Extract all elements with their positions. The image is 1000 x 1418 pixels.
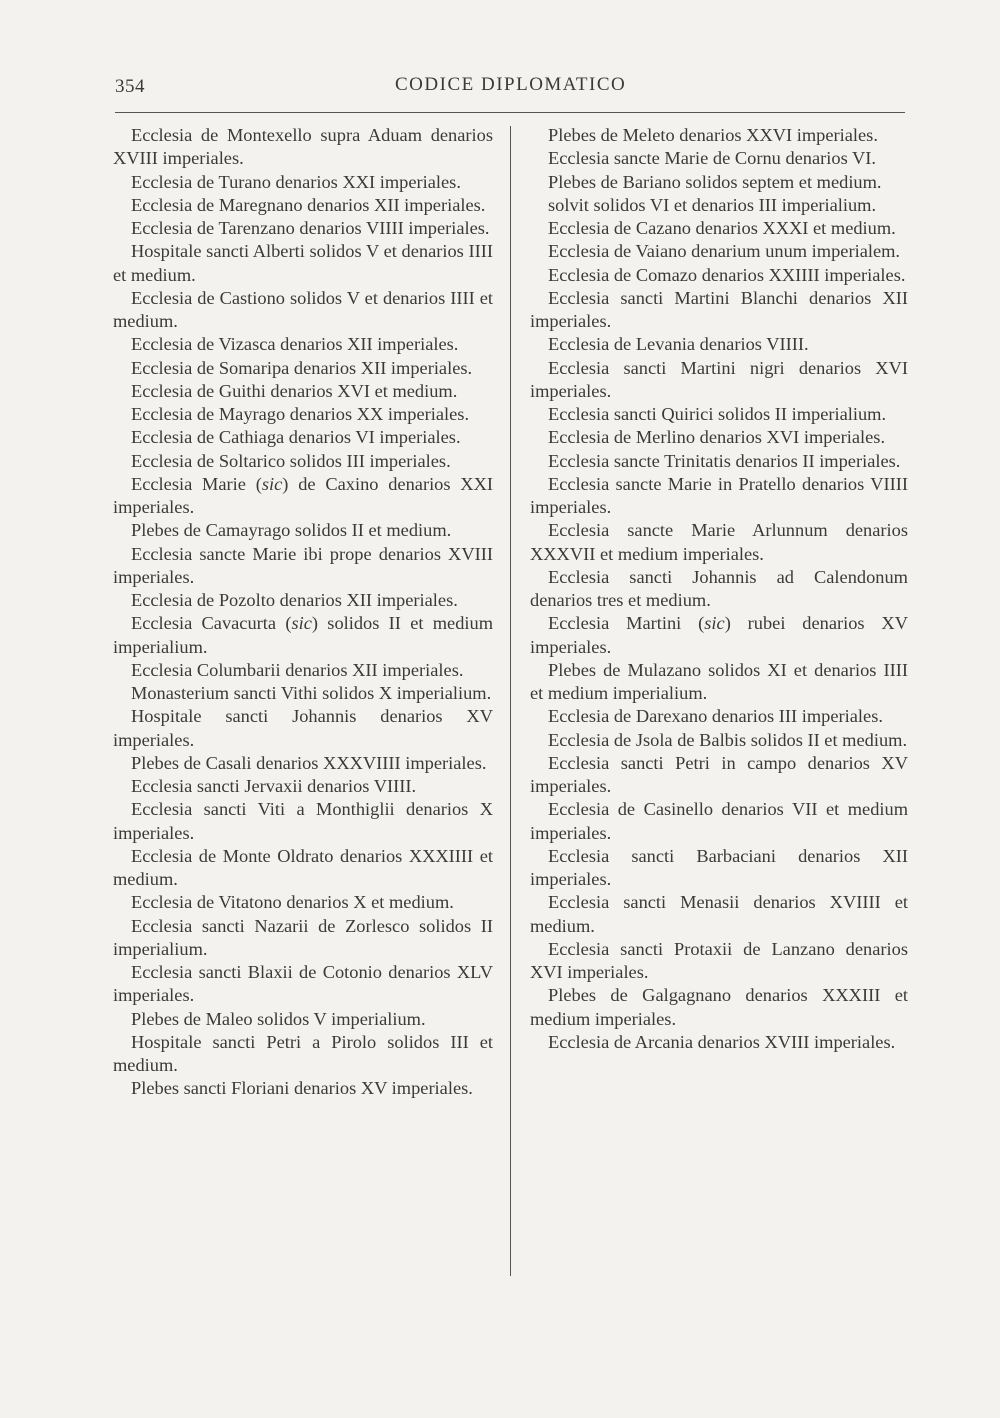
entry: Ecclesia sancti Menasii denarios XVIIII et medium. — [530, 892, 908, 936]
entry: Ecclesia sancti Viti a Monthiglii denarios X imperiales. — [113, 799, 493, 843]
entry: Plebes de Galgagnano denarios XXXIII et medium imperiales. — [530, 985, 908, 1029]
entry: Ecclesia de Monte Oldrato denarios XXXIIII et medium. — [113, 845, 493, 889]
entry: Ecclesia sancti Barbaciani denarios XII imperiales. — [530, 845, 908, 889]
entry: Ecclesia de Vaiano denarium unum imperialem. — [548, 241, 901, 262]
entry: Plebes de Camayrago solidos II et medium. — [131, 520, 452, 541]
entry: Ecclesia de Darexano denarios III imperiales. — [548, 706, 883, 727]
entry: Hospitale sancti Petri a Pirolo solidos III et medium. — [113, 1031, 493, 1075]
entry: Ecclesia Columbarii denarios XII imperiales. — [131, 659, 464, 680]
entry: Ecclesia de Soltarico solidos III imperiales. — [131, 450, 451, 471]
entry: Ecclesia sancti Protaxii de Lanzano denarios XVI imperiales. — [530, 938, 908, 982]
entry: Ecclesia de Tarenzano denarios VIIII imperiales. — [131, 218, 490, 238]
entry: solvit solidos VI et denarios III imperialium. — [548, 194, 877, 215]
entry: Ecclesia de Vitatono denarios X et medium. — [131, 892, 454, 913]
entry: Ecclesia de Levania denarios VIIII. — [548, 334, 809, 355]
entry: Ecclesia sancti Quirici solidos II imperialium. — [548, 404, 887, 424]
entry: Ecclesia Cavacurta (sic) solidos II et medium imperialium. — [113, 613, 494, 657]
column-divider — [510, 126, 511, 1276]
left-column — [113, 124, 493, 1101]
entry: Plebes de Casali denarios XXXVIIII imperiales. — [131, 752, 487, 773]
entry: Ecclesia sancte Marie in Pratello denarios VIIII imperiales. — [530, 473, 908, 517]
entry: Ecclesia de Vizasca denarios XII imperiales. — [131, 334, 459, 355]
entry: Ecclesia de Montexello supra Aduam denarios XVIII imperiales. — [113, 125, 493, 169]
entry: Ecclesia de Cathiaga denarios VI imperiales. — [131, 427, 461, 448]
entry: Ecclesia Martini (sic) rubei denarios XV imperiales. — [530, 613, 908, 657]
entry: Ecclesia Marie (sic) de Caxino denarios XXI imperiales. — [113, 473, 493, 517]
entry: Ecclesia de Somaripa denarios XII imperiales. — [131, 357, 473, 378]
entry: Ecclesia de Mayrago denarios XX imperiales. — [131, 404, 470, 424]
entry: Ecclesia sancti Johannis ad Calendonum denarios tres et medium. — [530, 566, 908, 610]
entry: Ecclesia de Arcania denarios XVIII imperiales. — [548, 1031, 896, 1052]
entry: Ecclesia sancte Trinitatis denarios II imperiales. — [548, 450, 901, 471]
entry: Ecclesia de Cazano denarios XXXI et medium. — [548, 218, 896, 238]
header-rule — [115, 112, 905, 113]
entry: Ecclesia sancti Nazarii de Zorlesco solidos II imperialium. — [113, 915, 493, 959]
entry: Monasterium sancti Vithi solidos X imperialium. — [131, 683, 492, 703]
entry: Ecclesia de Guithi denarios XVI et medium. — [131, 380, 458, 401]
entry: Plebes de Bariano solidos septem et medium. — [548, 171, 882, 192]
entry: Plebes sancti Floriani denarios XV imperiales. — [131, 1078, 473, 1099]
entry: Ecclesia de Jsola de Balbis solidos II et medium. — [548, 729, 908, 750]
running-head: CODICE DIPLOMATICO — [395, 74, 627, 95]
entry: Ecclesia sancti Martini nigri denarios XVI imperiales. — [530, 357, 908, 401]
entry: Ecclesia de Pozolto denarios XII imperiales. — [131, 590, 458, 610]
entry: Hospitale sancti Alberti solidos V et denarios IIII et medium. — [113, 241, 493, 285]
entry: Ecclesia sancti Blaxii de Cotonio denarios XLV imperiales. — [113, 962, 493, 1006]
entry: Ecclesia de Merlino denarios XVI imperiales. — [548, 427, 886, 448]
entry: Plebes de Mulazano solidos XI et denarios IIII et medium imperialium. — [530, 659, 908, 703]
entry: Ecclesia de Turano denarios XXI imperiales. — [131, 171, 461, 192]
entry: Ecclesia de Maregnano denarios XII imperiales. — [131, 194, 486, 215]
entry: Hospitale sancti Johannis denarios XV imperiales. — [113, 706, 493, 750]
entry: Ecclesia sancte Marie de Cornu denarios VI. — [548, 148, 877, 169]
entry: Ecclesia de Casinello denarios VII et medium imperiales. — [530, 799, 908, 843]
entry: Plebes de Maleo solidos V imperialium. — [131, 1008, 426, 1029]
entry: Plebes de Meleto denarios XXVI imperiales. — [548, 125, 878, 145]
entry: Ecclesia sancti Petri in campo denarios XV imperiales. — [530, 752, 908, 796]
right-column — [530, 124, 908, 1054]
entry: Ecclesia sancti Jervaxii denarios VIIII. — [131, 776, 417, 796]
page-header — [115, 70, 905, 104]
page-number: 354 — [115, 76, 145, 97]
entry: Ecclesia sancte Marie ibi prope denarios XVIII imperiales. — [113, 543, 493, 587]
entry: Ecclesia sancti Martini Blanchi denarios XII imperiales. — [530, 287, 908, 331]
entry: Ecclesia de Castiono solidos V et denarios IIII et medium. — [113, 287, 493, 331]
entry: Ecclesia de Comazo denarios XXIIII imperiales. — [548, 264, 906, 285]
entry: Ecclesia sancte Marie Arlunnum denarios XXXVII et medium imperiales. — [530, 520, 908, 564]
